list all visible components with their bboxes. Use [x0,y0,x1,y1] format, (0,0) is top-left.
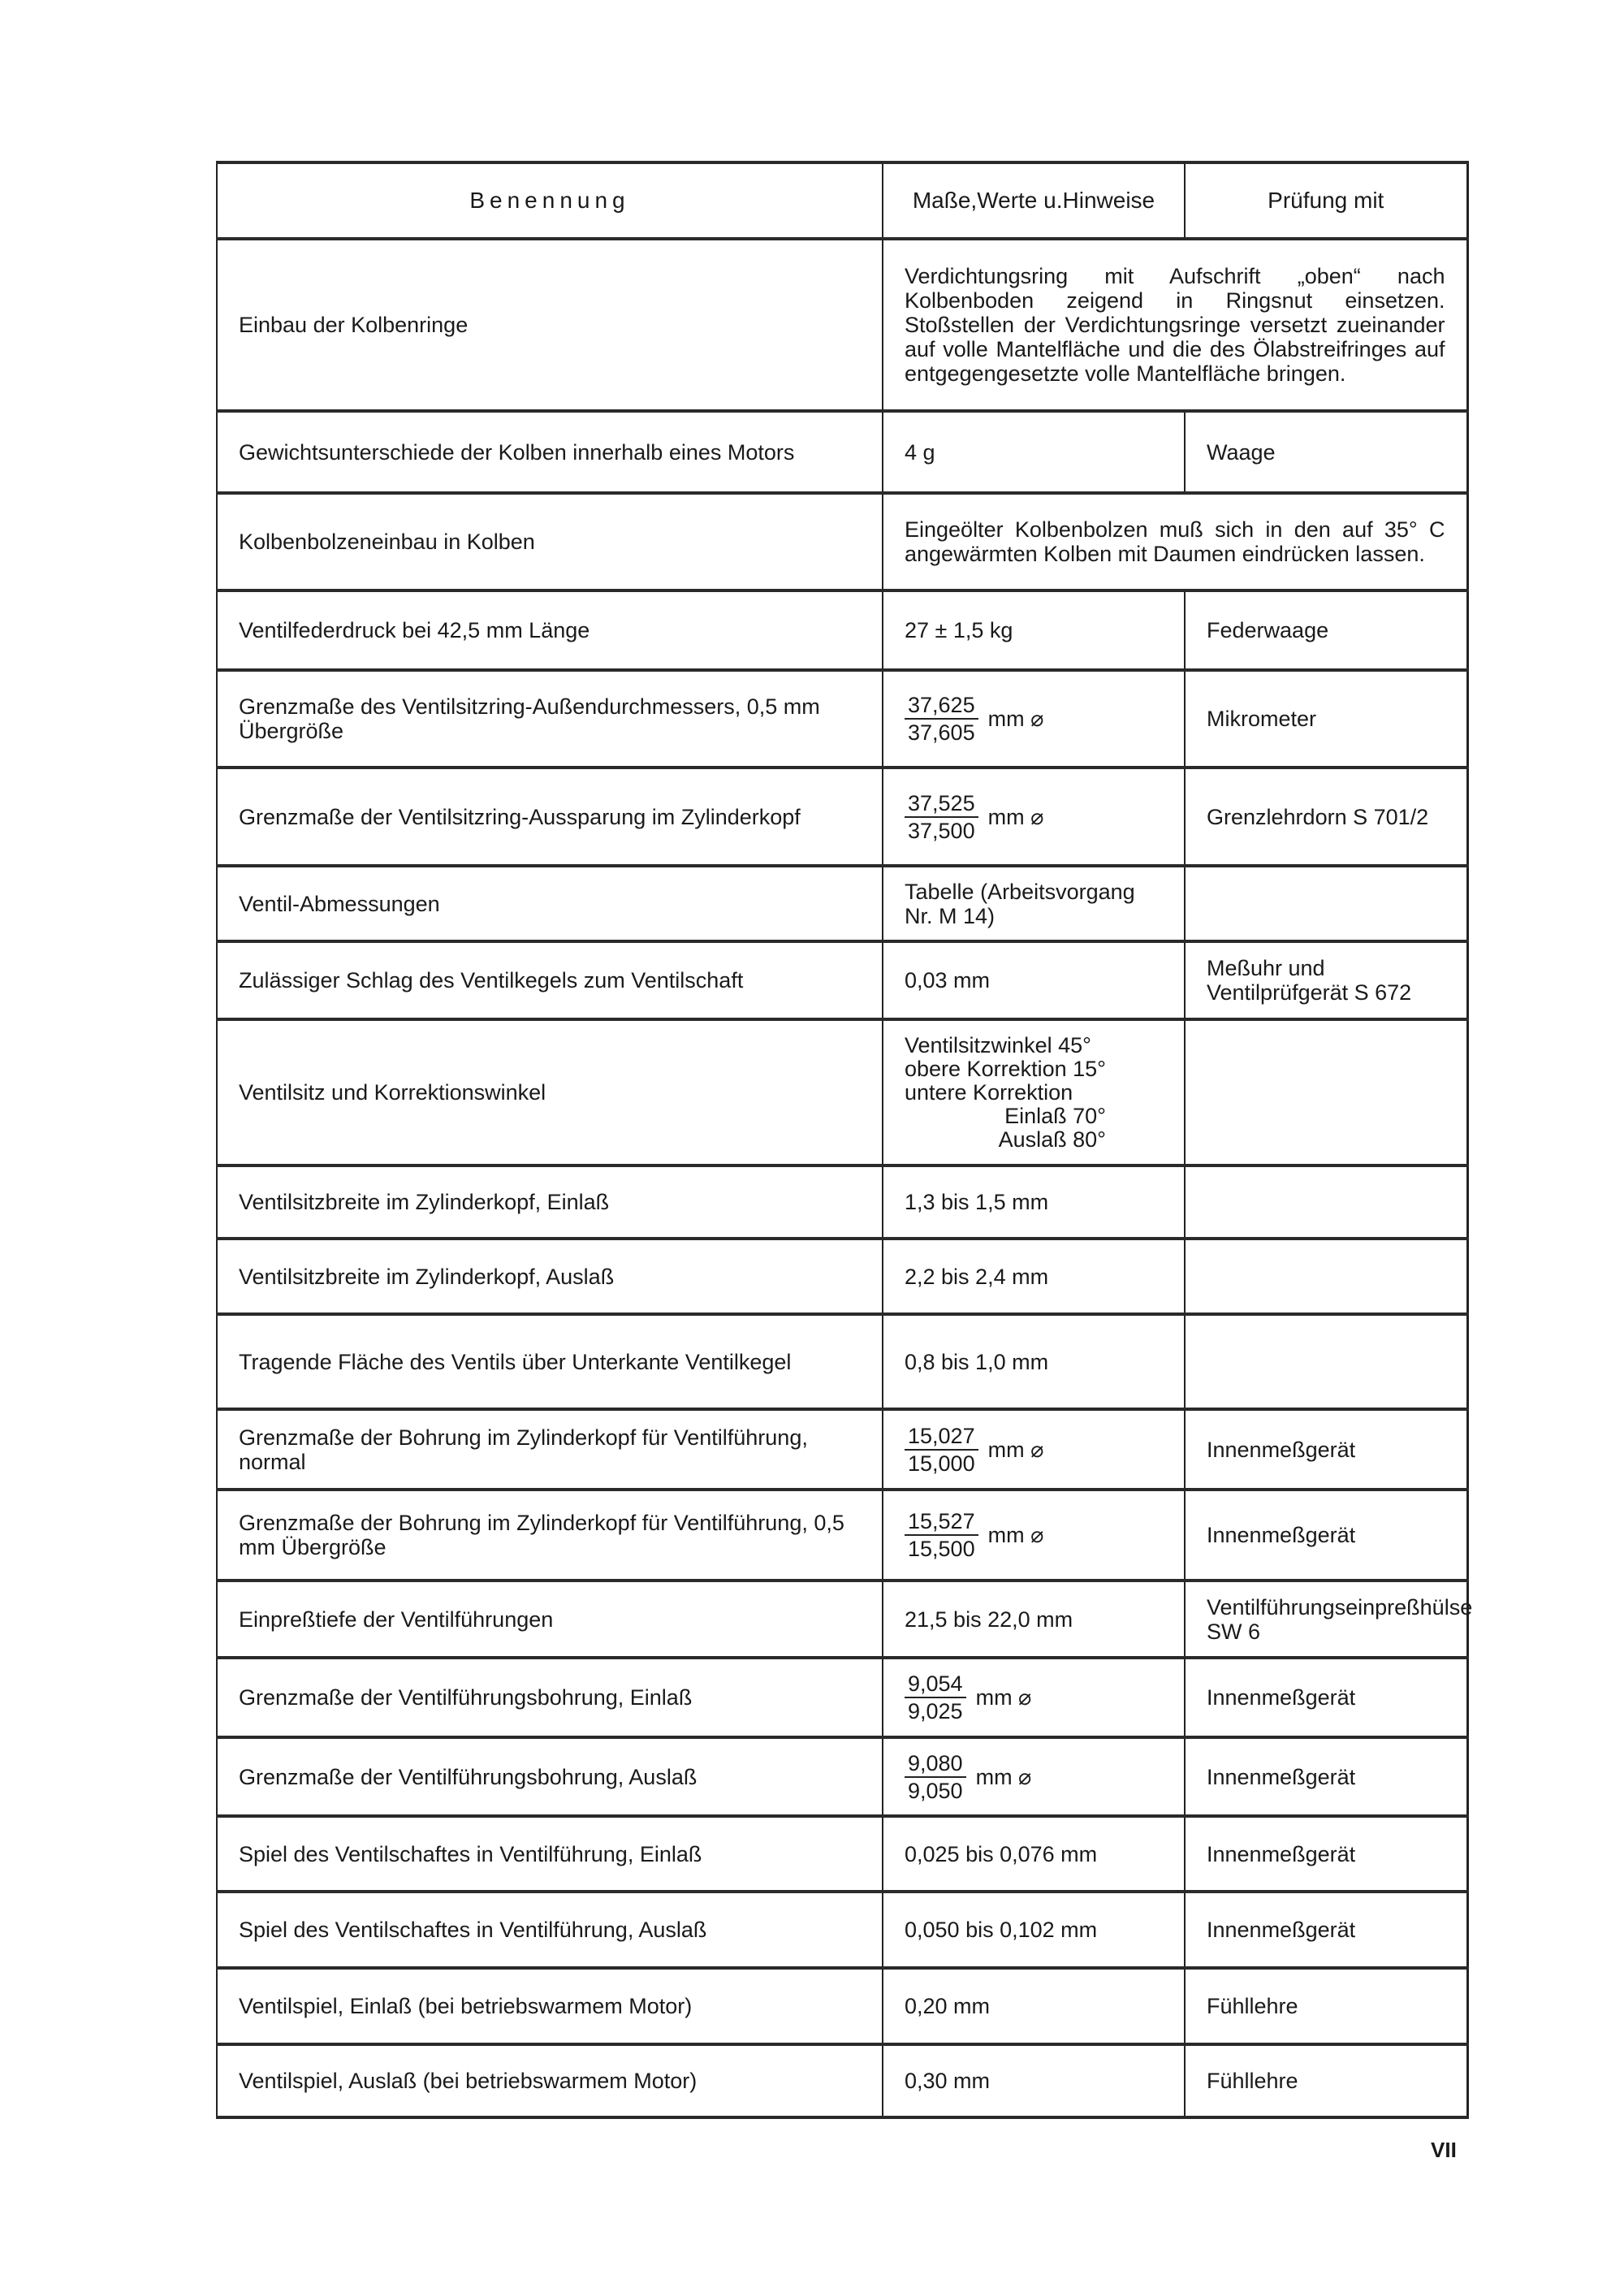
header-pruefung: Prüfung mit [1185,162,1467,239]
lower-limit: 15,000 [908,1451,975,1476]
test-tool-cell: Ventilführungseinpreßhülse SW 6 [1185,1581,1467,1658]
table-row [217,1314,1467,1409]
fraction [905,790,978,844]
specification-table [216,161,1473,2119]
test-tool-cell [1185,1314,1467,1409]
value-cell [883,1019,1185,1165]
designation-cell: Spiel des Ventilschaftes in Ventilführung, Auslaß [217,1892,883,1968]
fraction [905,692,978,746]
designation-cell: Grenzmaße der Bohrung im Zylinderkopf für Ventilführung, normal [217,1409,883,1490]
designation-cell: Ventilsitzbreite im Zylinderkopf, Auslaß [217,1239,883,1314]
test-tool-cell: Waage [1185,411,1467,493]
table-row [217,590,1467,670]
value-cell: Verdichtungsring mit Aufschrift „oben“ nach Kolbenboden zeigend in Ringsnut einsetzen. Stoßstellen der Verdichtungsringe versetzt zueinander auf volle Mantelfläche und die des Ölabstreifringes auf entgegengesetzte volle Mantelfläche bringen. [883,239,1467,411]
angle-line: Einlaß 70° [1004,1103,1106,1128]
value-cell: Tabelle (Arbeitsvorgang Nr. M 14) [883,866,1185,941]
value-cell [883,670,1185,768]
test-tool-cell: Meßuhr und Ventilprüfgerät S 672 [1185,941,1467,1019]
header-masse: Maße,Werte u.Hinweise [883,162,1185,239]
test-tool-cell: Innenmeßgerät [1185,1737,1467,1816]
table-row [217,1490,1467,1581]
upper-limit: 37,625 [905,692,978,720]
lower-limit: 37,605 [908,720,975,745]
table-row [217,411,1467,493]
table-row [217,1019,1467,1165]
lower-limit: 9,050 [908,1778,963,1803]
value-cell [883,1490,1185,1581]
fraction [905,1508,978,1562]
value-cell [883,1737,1185,1816]
unit-diameter: mm ⌀ [975,1685,1032,1710]
table-row [217,670,1467,768]
designation-cell: Tragende Fläche des Ventils über Unterkante Ventilkegel [217,1314,883,1409]
lower-limit: 9,025 [908,1699,963,1723]
test-tool-cell: Innenmeßgerät [1185,1409,1467,1490]
table-row [217,941,1467,1019]
designation-cell: Ventilsitz und Korrektionswinkel [217,1019,883,1165]
fraction-value [905,1423,1043,1477]
designation-cell: Ventilspiel, Einlaß (bei betriebswarmem Motor) [217,1968,883,2044]
designation-cell: Grenzmaße des Ventilsitzring-Außendurchmessers, 0,5 mm Übergröße [217,670,883,768]
designation-cell: Ventilsitzbreite im Zylinderkopf, Einlaß [217,1165,883,1239]
test-tool-cell: Innenmeßgerät [1185,1892,1467,1968]
value-cell: 2,2 bis 2,4 mm [883,1239,1185,1314]
table-row [217,866,1467,941]
value-cell: 0,03 mm [883,941,1185,1019]
table-row [217,1239,1467,1314]
test-tool-cell: Mikrometer [1185,670,1467,768]
header-benennung: Benennung [217,162,883,239]
angle-line: obere Korrektion 15° [905,1056,1106,1081]
table-row [217,1968,1467,2044]
table-row [217,1581,1467,1658]
unit-diameter: mm ⌀ [987,804,1044,829]
test-tool-cell: Innenmeßgerät [1185,1490,1467,1581]
value-cell: 0,050 bis 0,102 mm [883,1892,1185,1968]
unit-diameter: mm ⌀ [987,707,1044,731]
unit-diameter: mm ⌀ [975,1764,1032,1789]
test-tool-cell [1185,1165,1467,1239]
value-cell: 4 g [883,411,1185,493]
value-cell: 0,8 bis 1,0 mm [883,1314,1185,1409]
table-row [217,493,1467,590]
angle-line: Auslaß 80° [998,1127,1106,1152]
designation-cell: Zulässiger Schlag des Ventilkegels zum Ventilschaft [217,941,883,1019]
value-cell: 1,3 bis 1,5 mm [883,1165,1185,1239]
value-cell [883,768,1185,866]
designation-cell: Ventilspiel, Auslaß (bei betriebswarmem Motor) [217,2044,883,2117]
value-cell: 0,025 bis 0,076 mm [883,1816,1185,1892]
fraction-value [905,790,1043,844]
table-row [217,1409,1467,1490]
designation-cell: Spiel des Ventilschaftes in Ventilführung, Einlaß [217,1816,883,1892]
page-number: VII [1431,2138,1457,2162]
table-row [217,1892,1467,1968]
test-tool-cell [1185,1019,1467,1165]
fraction [905,1423,978,1477]
designation-cell: Grenzmaße der Ventilführungsbohrung, Auslaß [217,1737,883,1816]
designation-cell: Kolbenbolzeneinbau in Kolben [217,493,883,590]
upper-limit: 15,027 [905,1423,978,1451]
fraction [905,1671,966,1724]
designation-cell: Gewichtsunterschiede der Kolben innerhalb eines Motors [217,411,883,493]
test-tool-cell [1185,1239,1467,1314]
table-row [217,768,1467,866]
fraction [905,1750,966,1804]
designation-cell: Grenzmaße der Ventilführungsbohrung, Einlaß [217,1658,883,1737]
designation-cell: Grenzmaße der Bohrung im Zylinderkopf für Ventilführung, 0,5 mm Übergröße [217,1490,883,1581]
angle-list [905,1034,1106,1152]
fraction-value [905,1508,1043,1562]
test-tool-cell: Federwaage [1185,590,1467,670]
fraction-value [905,1671,1031,1724]
test-tool-cell: Grenzlehrdorn S 701/2 [1185,768,1467,866]
value-cell: Eingeölter Kolbenbolzen muß sich in den auf 35° C angewärmten Kolben mit Daumen eindrücken lassen. [883,493,1467,590]
test-tool-cell: Innenmeßgerät [1185,1658,1467,1737]
test-tool-cell [1185,866,1467,941]
value-cell [883,1409,1185,1490]
designation-cell: Einpreßtiefe der Ventilführungen [217,1581,883,1658]
designation-cell: Einbau der Kolbenringe [217,239,883,411]
test-tool-cell: Fühllehre [1185,2044,1467,2117]
table-row [217,1737,1467,1816]
unit-diameter: mm ⌀ [987,1437,1044,1462]
table-row [217,1165,1467,1239]
fraction-value [905,692,1043,746]
upper-limit: 9,054 [905,1671,966,1698]
value-cell: 27 ± 1,5 kg [883,590,1185,670]
lower-limit: 37,500 [908,818,975,843]
designation-cell: Ventilfederdruck bei 42,5 mm Länge [217,590,883,670]
table-row [217,2044,1467,2117]
table-row [217,239,1467,411]
unit-diameter: mm ⌀ [987,1523,1044,1547]
value-cell: 0,20 mm [883,1968,1185,2044]
angle-line: Ventilsitzwinkel 45° [905,1032,1091,1057]
header-row [217,162,1467,239]
value-cell [883,1658,1185,1737]
angle-line: untere Korrektion [905,1079,1073,1105]
value-cell: 0,30 mm [883,2044,1185,2117]
upper-limit: 15,527 [905,1508,978,1536]
lower-limit: 15,500 [908,1537,975,1561]
table-row [217,1816,1467,1892]
test-tool-cell: Innenmeßgerät [1185,1816,1467,1892]
upper-limit: 9,080 [905,1750,966,1778]
designation-cell: Ventil-Abmessungen [217,866,883,941]
designation-cell: Grenzmaße der Ventilsitzring-Aussparung im Zylinderkopf [217,768,883,866]
test-tool-cell: Fühllehre [1185,1968,1467,2044]
fraction-value [905,1750,1031,1804]
value-cell: 21,5 bis 22,0 mm [883,1581,1185,1658]
table-row [217,1658,1467,1737]
upper-limit: 37,525 [905,790,978,818]
